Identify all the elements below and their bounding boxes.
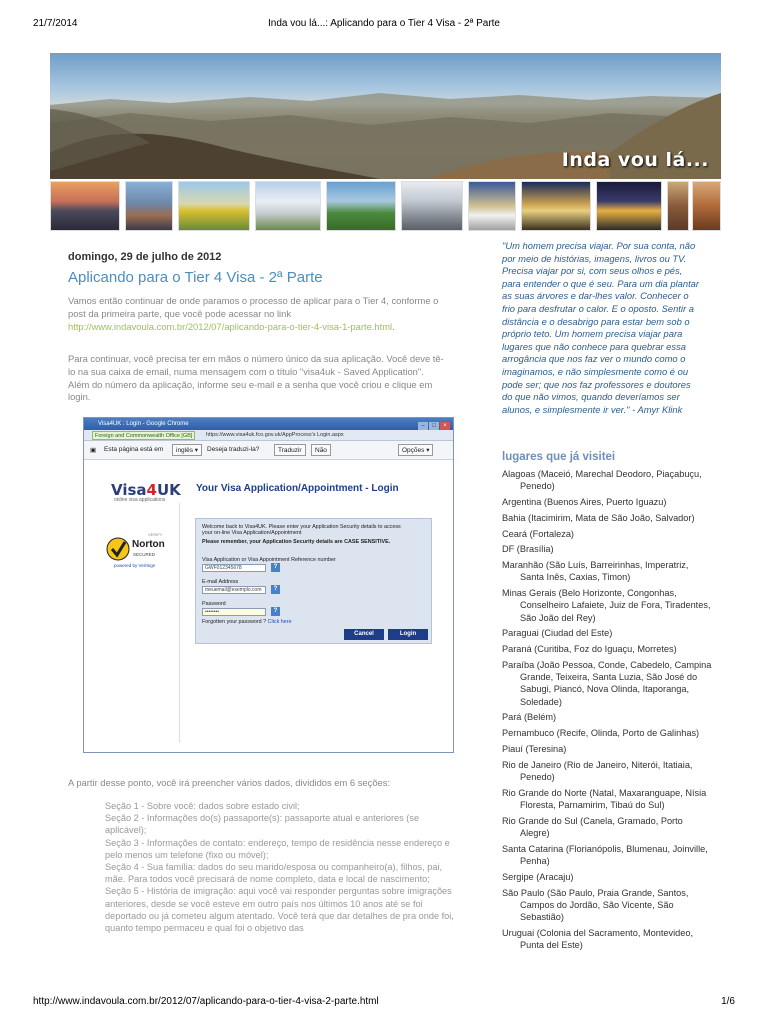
minimize-icon: – xyxy=(418,422,428,430)
thumbnail-photo[interactable] xyxy=(667,181,689,231)
section-item: Seção 3 - Informações de contato: endereço, tempo de residência nesse endereço e pelo menos um telefone (fixo ou móvel); xyxy=(105,837,450,860)
section-list xyxy=(105,800,459,934)
click-here-link: Click here xyxy=(267,619,292,625)
login-page-heading: Your Visa Application/Appointment - Login xyxy=(196,483,399,494)
post-paragraph-1: Vamos então continuar de onde paramos o processo de aplicar para o Tier 4, conforme o post da primeira parte, que você pode acessar no link http://www.indavoula.com.br/2012/07/aplicando-para-o-tier-4-visa-1-parte.html. xyxy=(68,295,439,332)
close-icon: × xyxy=(440,422,450,430)
sidebar-quote: "Um homem precisa viajar. Por sua conta, não por meio de histórias, imagens, livros ou TV. Precisa viajar por si, com seus olhos e pés, para entender o que é seu. Para um dia plantar as suas árvores e dar-lhes valor. Conhecer o frio para desfrutar o calor. E o oposto. Sentir a distância e o desabrigo para estar bem sob o próprio teto. Um homem precisa viajar para lugares que não conhece para quebrar essa arrogância que nos faz ver o mundo como o imaginamos, e não simplesmente como é ou pode ser; que nos faz professores e doutores do que não vimos, quando deveríamos ser alunos, e simplesmente ir ver." - Amyr Klink xyxy=(502,240,700,415)
visa4uk-logo: Visa4UK xyxy=(111,481,181,499)
thumbnail-photo[interactable] xyxy=(178,181,250,231)
forgot-password-text: Forgotten your password ? Click here xyxy=(202,619,292,625)
thumbnail-photo[interactable] xyxy=(521,181,591,231)
column-divider xyxy=(179,503,180,743)
thumbnail-photo[interactable] xyxy=(326,181,396,231)
login-button: Login xyxy=(388,629,428,640)
login-form-panel xyxy=(195,518,432,644)
site-identity-badge: Foreign and Commonwealth Office [GB] xyxy=(92,431,195,440)
translate-icon: ▣ xyxy=(90,447,97,454)
place-item[interactable]: Minas Gerais (Belo Horizonte, Congonhas, Conselheiro Lafaiete, Juiz de Fora, Tiradentes, São João del Rey) xyxy=(502,588,711,623)
print-date: 21/7/2014 xyxy=(33,18,78,29)
address-url: https://www.visa4uk.fco.gov.uk/AppProcess's Login.aspx xyxy=(206,432,344,438)
cancel-button: Cancel xyxy=(344,629,384,640)
place-item[interactable]: Pará (Belém) xyxy=(502,712,557,723)
thumbnail-photo[interactable] xyxy=(401,181,463,231)
thumbnail-photo[interactable] xyxy=(50,181,120,231)
places-list xyxy=(502,468,712,955)
visa4uk-logo-subtitle: online visa applications xyxy=(114,497,166,503)
thumbnail-photo[interactable] xyxy=(255,181,321,231)
place-item[interactable]: Rio Grande do Norte (Natal, Maxaranguape, Nísia Floresta, Parnamirim, Tibaú do Sul) xyxy=(502,787,707,810)
place-item[interactable]: Paraná (Curitiba, Foz do Iguaçu, Morretes) xyxy=(502,644,677,655)
email-label: E-mail Address xyxy=(202,579,239,585)
print-footer xyxy=(33,996,735,1010)
translate-bar: ▣ Esta página está em inglês ▾ Deseja traduzi-la? Traduzir Não Opções ▾ xyxy=(84,441,453,460)
post-title[interactable]: Aplicando para o Tier 4 Visa - 2ª Parte xyxy=(68,269,323,286)
reference-label: Visa Application or Visa Appointment Reference number xyxy=(202,557,336,563)
print-header xyxy=(33,18,735,32)
place-item[interactable]: Bahia (Itacimirim, Mata de São João, Salvador) xyxy=(502,512,695,523)
language-select: inglês ▾ xyxy=(172,444,202,456)
thumbnail-photo[interactable] xyxy=(596,181,662,231)
place-item[interactable]: São Paulo (São Paulo, Praia Grande, Santos, Campos do Jordão, São Vicente, São Sebastião) xyxy=(502,887,689,922)
place-item[interactable]: DF (Brasília) xyxy=(502,544,554,555)
place-item[interactable]: Pernambuco (Recife, Olinda, Porto de Galinhas) xyxy=(502,728,700,739)
place-item[interactable]: Uruguai (Colonia del Sacramento, Montevideo, Punta del Este) xyxy=(502,927,693,950)
thumbnail-photo[interactable] xyxy=(692,181,721,231)
place-item[interactable]: Sergipe (Aracaju) xyxy=(502,871,574,882)
password-label: Password xyxy=(202,601,226,607)
place-item[interactable]: Paraíba (João Pessoa, Conde, Cabedelo, Campina Grande, Teixeira, Santa Luzia, São José do Sabugi, Piancó, Nova Olinda, Itaporanga, Soledade) xyxy=(502,659,712,707)
thumbnail-photo[interactable] xyxy=(468,181,516,231)
help-icon: ? xyxy=(271,585,280,594)
photo-thumbnail-strip xyxy=(50,181,721,231)
part-one-link[interactable]: http://www.indavoula.com.br/2012/07/aplicando-para-o-tier-4-visa-1-parte.html xyxy=(68,320,393,332)
post-paragraph-3: A partir desse ponto, você irá preencher vários dados, divididos em 6 seções: xyxy=(68,777,391,788)
thumbnail-photo[interactable] xyxy=(125,181,173,231)
visa4uk-login-screenshot xyxy=(83,417,454,753)
place-item[interactable]: Rio de Janeiro (Rio de Janeiro, Niterói, Itatiaia, Penedo) xyxy=(502,759,693,782)
post-paragraph-2: Para continuar, você precisa ter em mãos o número único da sua aplicação. Você deve tê-lo na sua caixa de email, numa mensagem com o título "visa4uk - Saved Application". Além do número da aplicação, informe seu e-mail e a senha que você criou e clique em login. xyxy=(68,353,444,403)
section-item: Seção 1 - Sobre você: dados sobre estado civil; xyxy=(105,801,300,811)
place-item[interactable]: Alagoas (Maceió, Marechal Deodoro, Piaçabuçu, Penedo) xyxy=(502,469,702,492)
place-item[interactable]: Ceará (Fortaleza) xyxy=(502,528,574,539)
email-field: meuemail@exemplo.com xyxy=(202,586,266,594)
password-field: •••••••• xyxy=(202,608,266,616)
browser-address-bar xyxy=(84,430,453,441)
section-item: Seção 2 - Informações do(s) passaporte(s): passaporte atual e anteriores (se aplicável); xyxy=(105,813,420,836)
case-sensitive-note: Please remember, your Application Security details are CASE SENSITIVE. xyxy=(202,539,391,545)
print-url: http://www.indavoula.com.br/2012/07/aplicando-para-o-tier-4-visa-2-parte.html xyxy=(33,996,379,1007)
place-item[interactable]: Rio Grande do Sul (Canela, Gramado, Porto Alegre) xyxy=(502,815,683,838)
print-page-number: 1/6 xyxy=(721,996,735,1007)
section-item: Seção 5 - História de imigração: aqui você vai responder perguntas sobre imigrações anteriores, desde se você esteve em outro país nos últimos 10 anos até se foi deportado ou já cometeu algum atentado. Você terá que dar detalhes de pra onde foi, quanto tempo permaceu e qual foi o objetivo das xyxy=(105,886,454,934)
no-button: Não xyxy=(311,444,331,456)
place-item[interactable]: Paraguai (Ciudad del Este) xyxy=(502,628,613,639)
norton-secured-seal: VERIFY Norton SECURED powered by VeriSign xyxy=(106,531,174,571)
help-icon: ? xyxy=(271,607,280,616)
blog-banner[interactable] xyxy=(50,53,721,179)
reference-number-field: GWF012345678 xyxy=(202,564,266,572)
place-item[interactable]: Argentina (Buenos Aires, Puerto Iguazu) xyxy=(502,497,667,507)
place-item[interactable]: Santa Catarina (Florianópolis, Blumenau, Joinville, Penha) xyxy=(502,843,708,866)
post-date: domingo, 29 de julho de 2012 xyxy=(68,251,222,263)
translate-button: Traduzir xyxy=(274,444,306,456)
maximize-icon: □ xyxy=(429,422,439,430)
place-item[interactable]: Piauí (Teresina) xyxy=(502,743,567,754)
section-item: Seção 4 - Sua família: dados do seu marido/esposa ou companheiro(a), filhos, pai, mãe. Para todos você precisará de nome completo, data e local de nascimento; xyxy=(105,862,443,885)
places-heading: lugares que já visitei xyxy=(502,451,616,463)
print-title: Inda vou lá...: Aplicando para o Tier 4 Visa - 2ª Parte xyxy=(268,18,500,29)
help-icon: ? xyxy=(271,563,280,572)
browser-title-bar: Visa4UK : Login - Google Chrome – □ × xyxy=(84,418,453,430)
welcome-text: Welcome back to Visa4UK. Please enter your Application Security details to access your on-line Visa Application/Appointment xyxy=(202,524,401,537)
banner-title: Inda vou lá... xyxy=(561,149,709,171)
place-item[interactable]: Maranhão (São Luís, Barreirinhas, Imperatriz, Santa Inês, Caxias, Timon) xyxy=(502,560,689,583)
options-button: Opções ▾ xyxy=(398,444,433,456)
